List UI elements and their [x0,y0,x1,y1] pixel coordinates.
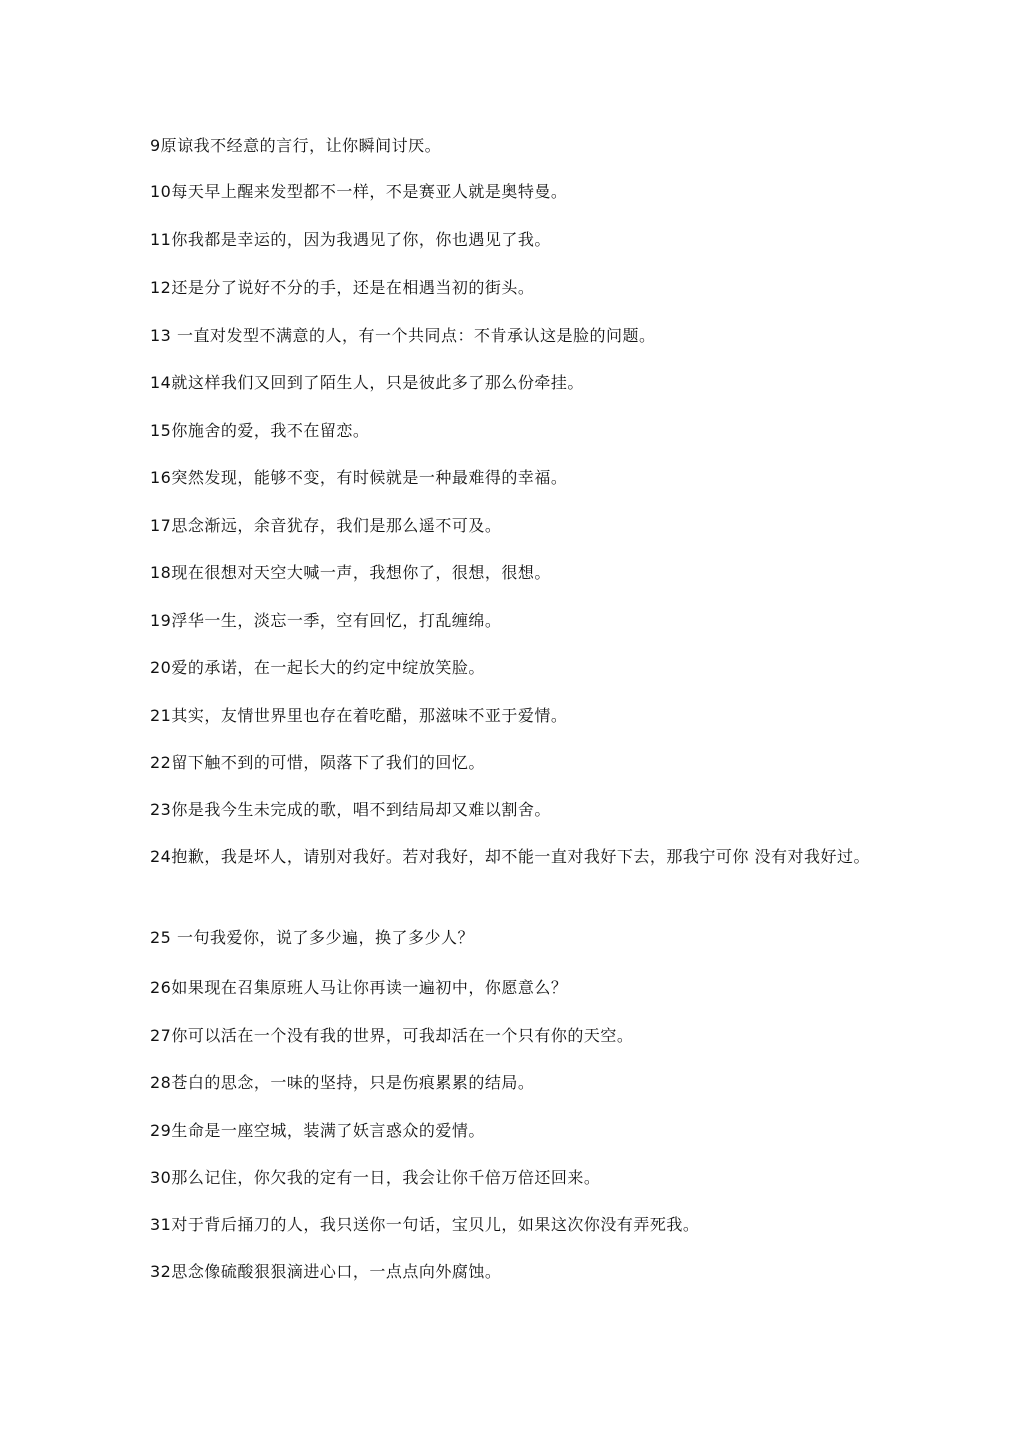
text-line-27: 27你可以活在一个没有我的世界，可我却活在一个只有你的天空。 [150,1026,634,1045]
text-line-31: 31对于背后捅刀的人，我只送你一句话，宝贝儿，如果这次你没有弄死我。 [150,1215,700,1234]
text-line-29: 29生命是一座空城，装满了妖言惑众的爱情。 [150,1121,485,1140]
text-line-19: 19浮华一生，淡忘一季，空有回忆，打乱缠绵。 [150,611,502,630]
text-line-25: 25 一句我爱你，说了多少遍，换了多少人？ [150,928,474,947]
text-line-11: 11你我都是幸运的，因为我遇见了你，你也遇见了我。 [150,230,551,249]
text-line-28: 28苍白的思念，一味的坚持，只是伤痕累累的结局。 [150,1073,535,1092]
text-line-22: 22留下触不到的可惜，陨落下了我们的回忆。 [150,753,485,772]
text-line-13: 13 一直对发型不满意的人，有一个共同点：不肯承认这是脸的问题。 [150,326,656,345]
text-line-17: 17思念渐远，余音犹存，我们是那么遥不可及。 [150,516,502,535]
text-line-32: 32思念像硫酸狠狠滴进心口，一点点向外腐蚀。 [150,1262,502,1281]
text-line-10: 10每天早上醒来发型都不一样，不是赛亚人就是奥特曼。 [150,182,568,201]
text-line-20: 20爱的承诺，在一起长大的约定中绽放笑脸。 [150,658,485,677]
text-line-23: 23你是我今生未完成的歌，唱不到结局却又难以割舍。 [150,800,551,819]
text-line-26: 26如果现在召集原班人马让你再读一遍初中，你愿意么？ [150,978,568,997]
text-line-30: 30那么记住，你欠我的定有一日，我会让你千倍万倍还回来。 [150,1168,601,1187]
text-line-15: 15你施舍的爱，我不在留恋。 [150,421,370,440]
text-line-21: 21其实，友情世界里也存在着吃醋，那滋味不亚于爱情。 [150,706,568,725]
text-line-24: 24抱歉，我是坏人，请别对我好。若对我好，却不能一直对我好下去，那我宁可你 没有对我好过。 [150,847,870,866]
text-line-12: 12还是分了说好不分的手，还是在相遇当初的街头。 [150,278,535,297]
text-line-18: 18现在很想对天空大喊一声，我想你了，很想，很想。 [150,563,551,582]
text-line-16: 16突然发现，能够不变，有时候就是一种最难得的幸福。 [150,468,568,487]
text-line-9: 9原谅我不经意的言行，让你瞬间讨厌。 [150,136,442,155]
text-line-14: 14就这样我们又回到了陌生人，只是彼此多了那么份牵挂。 [150,373,584,392]
